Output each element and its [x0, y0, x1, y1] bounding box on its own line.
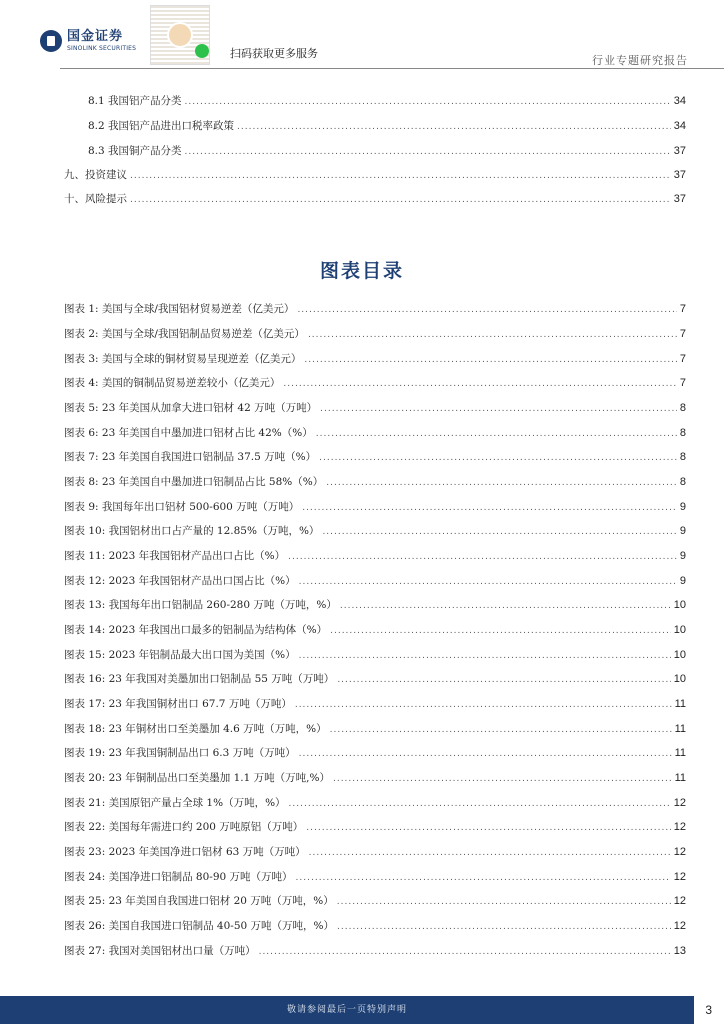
figure-entry-label: 图表 11: 2023 年我国铝材产品出口占比（%） — [64, 550, 286, 562]
figure-entry[interactable] — [0, 646, 724, 664]
figure-entry-label: 图表 8: 23 年美国自中墨加进口铝制品占比 58%（%） — [64, 476, 324, 488]
figure-entry[interactable] — [0, 572, 724, 590]
figure-entry-page: 10 — [673, 649, 686, 661]
toc-entry-label: 九、投资建议 — [64, 169, 127, 181]
figure-entry[interactable] — [0, 325, 724, 343]
dot-leader — [295, 696, 672, 714]
figures-list-title: 图表目录 — [319, 260, 404, 282]
figure-entry-page: 11 — [674, 723, 686, 735]
figure-entry-page: 12 — [673, 797, 686, 809]
figure-entry-label: 图表 16: 23 年我国对美墨加出口铝制品 55 万吨（万吨） — [64, 673, 335, 685]
figure-entry[interactable] — [0, 374, 724, 392]
toc-entry[interactable] — [0, 92, 724, 110]
toc-entry-page: 34 — [673, 120, 686, 132]
figure-entry-page: 8 — [679, 476, 686, 488]
figure-entry-page: 13 — [673, 945, 686, 957]
figure-entry-page: 12 — [673, 871, 686, 883]
dot-leader — [319, 449, 677, 467]
toc-entry[interactable] — [0, 190, 724, 208]
wechat-icon — [195, 44, 209, 58]
dot-leader — [296, 869, 671, 887]
report-type-label: 行业专题研究报告 — [592, 54, 688, 67]
header-divider — [60, 68, 724, 69]
toc-entry-label: 十、风险提示 — [64, 193, 127, 205]
dot-leader — [185, 143, 671, 161]
sinolink-logo — [40, 30, 136, 52]
dot-leader — [259, 943, 671, 961]
figure-entry-label: 图表 27: 我国对美国铝材出口量（万吨） — [64, 945, 256, 957]
figure-entry-label: 图表 9: 我国每年出口铝材 500-600 万吨（万吨） — [64, 501, 300, 513]
figure-entry[interactable] — [0, 424, 724, 442]
figure-entry[interactable] — [0, 942, 724, 960]
figure-entry-label: 图表 17: 23 年我国铜材出口 67.7 万吨（万吨） — [64, 698, 292, 710]
dot-leader — [297, 301, 676, 319]
figure-entry-label: 图表 18: 23 年铜材出口至美墨加 4.6 万吨（万吨，%） — [64, 723, 327, 735]
figure-entry-page: 8 — [679, 451, 686, 463]
figure-entry[interactable] — [0, 917, 724, 935]
dot-leader — [337, 918, 671, 936]
figure-entry[interactable] — [0, 868, 724, 886]
figure-entry[interactable] — [0, 448, 724, 466]
page-number: 3 — [705, 1003, 712, 1017]
toc-entry[interactable] — [0, 142, 724, 160]
figure-entry[interactable] — [0, 596, 724, 614]
dot-leader — [316, 425, 677, 443]
figure-entry-page: 12 — [673, 895, 686, 907]
dot-leader — [333, 770, 672, 788]
figure-entry[interactable] — [0, 300, 724, 318]
figure-entry-page: 8 — [679, 427, 686, 439]
dot-leader — [299, 745, 672, 763]
figure-entry-page: 11 — [674, 772, 686, 784]
dot-leader — [299, 647, 671, 665]
figure-entry[interactable] — [0, 399, 724, 417]
dot-leader — [283, 375, 676, 393]
logo-mark-icon — [40, 30, 62, 52]
dot-leader — [337, 671, 670, 689]
logo-cn-text: 国金证券 — [67, 29, 124, 44]
figure-entry-label: 图表 19: 23 年我国铜制品出口 6.3 万吨（万吨） — [64, 747, 296, 759]
figure-entry[interactable] — [0, 794, 724, 812]
scan-prompt: 扫码获取更多服务 — [230, 47, 318, 60]
dot-leader — [330, 721, 672, 739]
figure-entry-label: 图表 21: 美国原铝产量占全球 1%（万吨，%） — [64, 797, 286, 809]
dot-leader — [309, 844, 671, 862]
toc-entry-label: 8.1 我国铝产品分类 — [88, 95, 182, 107]
figure-entry-label: 图表 4: 美国的铜制品贸易逆差较小（亿美元） — [64, 377, 281, 389]
dot-leader — [304, 351, 676, 369]
figure-entry-page: 12 — [673, 846, 686, 858]
figure-entry-label: 图表 10: 我国铝材出口占产量的 12.85%（万吨，%） — [64, 525, 320, 537]
figure-entry-page: 9 — [679, 550, 686, 562]
qr-avatar-icon — [167, 22, 193, 48]
toc-entry-label: 8.3 我国铜产品分类 — [88, 145, 182, 157]
figure-entry-page: 7 — [679, 377, 686, 389]
footer-disclaimer: 敬请参阅最后一页特别声明 — [286, 1005, 407, 1015]
figure-entry[interactable] — [0, 744, 724, 762]
figure-entry-label: 图表 14: 2023 年我国出口最多的铝制品为结构体（%） — [64, 624, 328, 636]
toc-entry-page: 37 — [673, 145, 686, 157]
page-footer — [0, 996, 724, 1024]
figure-entry-label: 图表 26: 美国自我国进口铝制品 40-50 万吨（万吨，%） — [64, 920, 334, 932]
figure-entry[interactable] — [0, 522, 724, 540]
figure-entry-label: 图表 15: 2023 年铝制品最大出口国为美国（%） — [64, 649, 296, 661]
dot-leader — [302, 499, 677, 517]
figure-entry[interactable] — [0, 621, 724, 639]
figure-entry[interactable] — [0, 498, 724, 516]
figure-entry-label: 图表 5: 23 年美国从加拿大进口铝材 42 万吨（万吨） — [64, 402, 318, 414]
figure-entry-label: 图表 20: 23 年铜制品出口至美墨加 1.1 万吨（万吨,%） — [64, 772, 330, 784]
toc-entry-page: 37 — [673, 193, 686, 205]
toc-entry[interactable] — [0, 117, 724, 135]
dot-leader — [322, 523, 676, 541]
figure-entry-label: 图表 7: 23 年美国自我国进口铝制品 37.5 万吨（%） — [64, 451, 317, 463]
toc-entry-page: 34 — [673, 95, 686, 107]
figure-entry-page: 10 — [673, 624, 686, 636]
figure-entry-page: 10 — [673, 599, 686, 611]
figure-entry-page: 9 — [679, 575, 686, 587]
figure-entry-page: 9 — [679, 525, 686, 537]
dot-leader — [130, 191, 671, 209]
toc-entry-label: 8.2 我国铝产品进出口税率政策 — [88, 120, 235, 132]
figure-entry-label: 图表 25: 23 年美国自我国进口铝材 20 万吨（万吨，%） — [64, 895, 334, 907]
figure-entry-page: 11 — [674, 747, 686, 759]
figure-entry[interactable] — [0, 670, 724, 688]
dot-leader — [185, 93, 671, 111]
toc-entry-page: 37 — [673, 169, 686, 181]
figure-entry-label: 图表 1: 美国与全球/我国铝材贸易逆差（亿美元） — [64, 303, 295, 315]
figure-entry[interactable] — [0, 547, 724, 565]
qr-code-icon — [150, 5, 210, 65]
figure-entry-label: 图表 3: 美国与全球的铜材贸易呈现逆差（亿美元） — [64, 353, 302, 365]
figure-entry-page: 11 — [674, 698, 686, 710]
figure-entry[interactable] — [0, 892, 724, 910]
dot-leader — [326, 474, 677, 492]
figure-entry[interactable] — [0, 350, 724, 368]
figure-entry[interactable] — [0, 843, 724, 861]
dot-leader — [289, 795, 671, 813]
dot-leader — [340, 597, 671, 615]
figure-entry-label: 图表 6: 23 年美国自中墨加进口铝材占比 42%（%） — [64, 427, 313, 439]
figure-entry[interactable] — [0, 818, 724, 836]
figure-entry-page: 8 — [679, 402, 686, 414]
figure-entry-page: 12 — [673, 821, 686, 833]
dot-leader — [288, 548, 677, 566]
figure-entry[interactable] — [0, 720, 724, 738]
dot-leader — [299, 573, 677, 591]
dot-leader — [308, 326, 677, 344]
logo-en-text: SINOLINK SECURITIES — [67, 45, 137, 52]
figure-entry[interactable] — [0, 769, 724, 787]
dot-leader — [320, 400, 677, 418]
dot-leader — [237, 118, 671, 136]
dot-leader — [306, 819, 670, 837]
figure-entry[interactable] — [0, 695, 724, 713]
figure-entry-page: 10 — [673, 673, 686, 685]
figure-entry-page: 7 — [679, 303, 686, 315]
figure-entry-page: 7 — [679, 328, 686, 340]
figure-entry[interactable] — [0, 473, 724, 491]
figure-entry-label: 图表 2: 美国与全球/我国铝制品贸易逆差（亿美元） — [64, 328, 305, 340]
dot-leader — [130, 167, 671, 185]
figure-entry-label: 图表 12: 2023 年我国铝材产品出口国占比（%） — [64, 575, 296, 587]
figure-entry-page: 7 — [679, 353, 686, 365]
figure-entry-label: 图表 23: 2023 年美国净进口铝材 63 万吨（万吨） — [64, 846, 306, 858]
figure-entry-label: 图表 24: 美国净进口铝制品 80-90 万吨（万吨） — [64, 871, 293, 883]
dot-leader — [330, 622, 671, 640]
figure-entry-page: 12 — [673, 920, 686, 932]
figure-entry-label: 图表 13: 我国每年出口铝制品 260-280 万吨（万吨，%） — [64, 599, 337, 611]
page-header — [0, 0, 724, 70]
toc-entry[interactable] — [0, 166, 724, 184]
figure-entry-page: 9 — [679, 501, 686, 513]
figure-entry-label: 图表 22: 美国每年需进口约 200 万吨原铝（万吨） — [64, 821, 304, 833]
dot-leader — [337, 893, 671, 911]
